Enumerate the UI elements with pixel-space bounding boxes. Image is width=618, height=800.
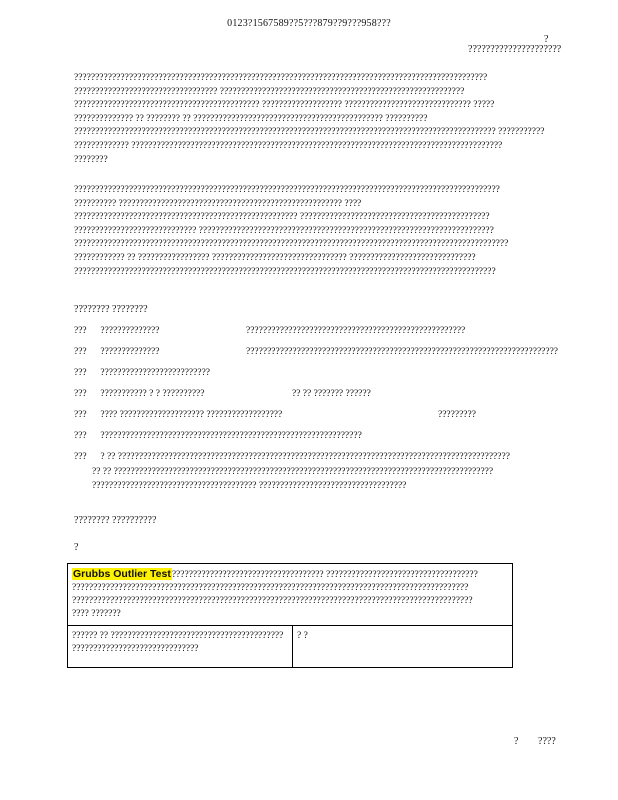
item-label: ??????????????	[100, 347, 160, 357]
list-item	[74, 452, 550, 462]
paragraph-line: ?????????????????????????????????? ??????????????????????????????????????????????????????????	[74, 86, 465, 97]
box-top-cell	[68, 564, 513, 626]
list-item-continuation	[92, 466, 552, 493]
item-detail: ??????????????????????????????????????????????????????????????????????????	[246, 347, 559, 357]
paragraph-line: ????????	[74, 154, 108, 165]
box-line: ??????????????????????????????????????????????????????????????????????????????????????????????	[72, 583, 469, 593]
paragraph-line: ???????????????????????????????????????????? ??????????????????? ?????????????????????????????? ?????	[74, 100, 495, 111]
item-number: ???	[74, 347, 87, 357]
footer-mark: ?	[514, 736, 519, 747]
paragraph-line: ?? ?? ??????????????????????????????????????????????????????????????????????????????????????????	[92, 467, 494, 477]
box-line: ???? ???????	[72, 609, 121, 619]
paragraph-line: ???????????????????????????????????????????????????????????????????????????????????????????????????? ???????????	[74, 127, 545, 138]
paragraph-line: ?????????? ????????????????????????????????????????????????????? ????	[74, 198, 362, 209]
box-intro-text: ???????????????????????????????????? ????????????????????????????????????	[171, 570, 478, 580]
box-line: ?????? ?? ?????????????????????????????????????????	[72, 631, 284, 641]
paragraph-line: ?????????????????????????????????????????????????????????????????????????????????????????????????????	[74, 185, 500, 195]
paragraph-line: ????????????????????????????? ??????????????????????????????????????????????????????????????????????	[74, 225, 494, 236]
paragraph-line: ???????????? ?? ????????????????? ???????????????????????????????? ??????????????????????????????	[74, 252, 476, 263]
item-number: ???	[74, 389, 87, 399]
item-number: ???	[74, 410, 87, 420]
item-number: ???	[74, 431, 87, 441]
box-intro-line	[72, 568, 508, 582]
item-label: ??????????? ? ? ??????????	[100, 389, 205, 399]
paragraph-2	[74, 184, 550, 279]
item-label: ??????????????????????????????????????????????????????????????	[100, 431, 362, 441]
paragraph-line: ???????????????????????????????????????????????????????????????????????????????????????????????????????	[74, 239, 509, 250]
highlighted-term: Grubbs Outlier Test	[73, 568, 171, 580]
box-bottom-left-cell	[68, 626, 293, 668]
item-detail: ?????????	[438, 410, 476, 420]
paragraph-line: ??????????????????????????????????????? ???????????????????????????????????	[92, 480, 407, 491]
document-title: 0123?1567589??5???879??9???958???	[227, 18, 391, 29]
header-mark: ?	[544, 34, 549, 45]
paragraph-1	[74, 72, 550, 167]
item-label: ? ?? ?????????????????????????????????????????????????????????????????????????????????????????????	[100, 452, 510, 462]
list-item	[74, 368, 210, 378]
paragraph-line: ????????????????????????????????????????????????????????????????????????????????????????????????????	[74, 266, 496, 277]
list-item	[74, 431, 362, 441]
section-heading: ???????? ????????	[74, 304, 148, 315]
item-label: ??????????????	[100, 326, 160, 336]
paragraph-line: ?????????????? ?? ???????? ?? ????????????????????????????????????????????? ??????????	[74, 113, 428, 124]
list-item	[74, 347, 559, 357]
item-label: ??????????????????????????	[100, 368, 211, 378]
page-number: ????	[538, 736, 556, 747]
item-detail: ?? ?? ??????? ??????	[292, 389, 371, 399]
item-label: ???? ???????????????????? ??????????????????	[100, 410, 283, 420]
box-line: ???????????????????????????????????????????????????????????????????????????????????????????????	[72, 596, 473, 606]
paragraph-line: ??????????????????????????????????????????????????????????????????????????????????????????????????	[74, 73, 488, 83]
item-detail: ????????????????????????????????????????????????????	[246, 326, 466, 336]
box-line: ? ?	[297, 631, 308, 641]
paragraph-line: ????????????? ????????????????????????????????????????????????????????????????????????????????????????	[74, 140, 503, 151]
list-item	[74, 410, 476, 420]
paragraph-line: ????????????????????????????????????????????????????? ?????????????????????????????????????????????	[74, 212, 490, 223]
box-bottom-right-cell	[293, 626, 513, 668]
list-item	[74, 389, 371, 399]
grubbs-outlier-box	[67, 563, 513, 668]
list-item	[74, 326, 466, 336]
item-number: ???	[74, 326, 87, 336]
item-number: ???	[74, 452, 87, 462]
marker-text: ?	[74, 542, 79, 553]
item-number: ???	[74, 368, 87, 378]
box-line: ??????????????????????????????	[72, 644, 199, 654]
document-subtitle: ?????????????????????	[468, 44, 562, 55]
section-heading: ???????? ??????????	[74, 515, 157, 526]
